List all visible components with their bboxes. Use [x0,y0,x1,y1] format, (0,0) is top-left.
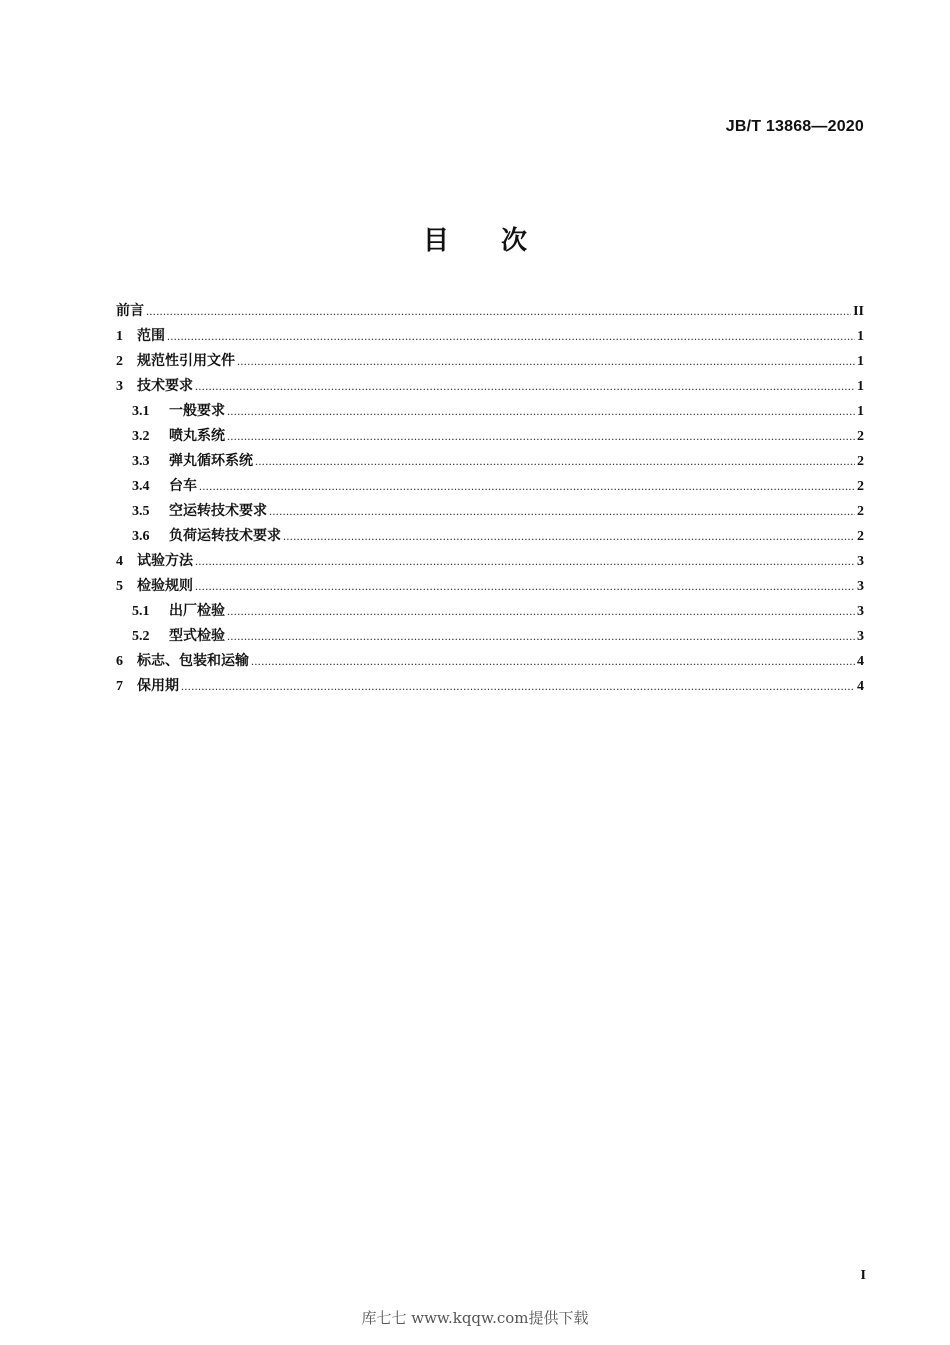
toc-entry-page: 2 [857,479,864,494]
toc-entry-label: 前言 [116,303,144,319]
toc-dot-leader [237,349,855,374]
toc-entry-label: 规范性引用文件 [137,353,235,369]
toc-entry-label: 喷丸系统 [169,428,225,444]
toc-entry-page: 3 [857,629,864,644]
toc-entry[interactable] [116,324,864,349]
toc-entry-number: 3.2 [132,429,150,444]
toc-dot-leader [283,524,855,549]
toc-entry-label: 范围 [137,328,165,344]
toc-dot-leader [195,374,855,399]
toc-entry-page: 1 [857,379,864,394]
toc-entry-label: 一般要求 [169,403,225,419]
toc-dot-leader [227,399,855,424]
toc-entry-number: 4 [116,554,123,569]
toc-entry[interactable] [116,374,864,399]
table-of-contents [116,299,864,699]
toc-dot-leader [181,674,855,699]
toc-entry[interactable] [116,624,864,649]
toc-entry-number: 5 [116,579,123,594]
toc-dot-leader [227,424,855,449]
toc-entry[interactable] [116,649,864,674]
toc-entry-label: 试验方法 [137,553,193,569]
toc-dot-leader [251,649,855,674]
toc-entry-number: 3.1 [132,404,150,419]
page-number: I [860,1268,866,1283]
toc-entry-page: 2 [857,429,864,444]
page-title [0,220,950,257]
toc-entry-label: 出厂检验 [169,603,225,619]
toc-entry-page: 4 [857,679,864,694]
toc-dot-leader [269,499,855,524]
toc-entry-label: 保用期 [137,678,179,694]
toc-entry-page: 3 [857,604,864,619]
toc-dot-leader [199,474,855,499]
toc-dot-leader [227,624,855,649]
toc-dot-leader [195,574,855,599]
toc-entry-page: 3 [857,554,864,569]
toc-entry[interactable] [116,499,864,524]
toc-dot-leader [227,599,855,624]
toc-entry-page: 1 [857,404,864,419]
toc-entry-label: 空运转技术要求 [169,503,267,519]
toc-entry-label: 负荷运转技术要求 [169,528,281,544]
toc-entry[interactable] [116,599,864,624]
toc-entry-page: 1 [857,329,864,344]
toc-entry-number: 3.5 [132,504,150,519]
toc-dot-leader [146,299,851,324]
toc-entry-number: 7 [116,679,123,694]
toc-entry-page: II [853,304,864,319]
toc-entry[interactable] [116,299,864,324]
toc-entry-number: 3.3 [132,454,150,469]
download-watermark: 库七七 www.kqqw.com提供下载 [361,1309,589,1327]
toc-entry-label: 标志、包装和运输 [137,653,249,669]
toc-entry-number: 5.1 [132,604,150,619]
toc-entry-number: 5.2 [132,629,150,644]
toc-entry-page: 3 [857,579,864,594]
toc-entry[interactable] [116,574,864,599]
toc-entry-page: 1 [857,354,864,369]
toc-entry-number: 1 [116,329,123,344]
toc-entry-label: 型式检验 [169,628,225,644]
page-title-char-2: 次 [501,226,528,256]
toc-entry[interactable] [116,549,864,574]
toc-entry[interactable] [116,449,864,474]
toc-dot-leader [167,324,855,349]
toc-entry[interactable] [116,524,864,549]
toc-entry-label: 检验规则 [137,578,193,594]
toc-entry-page: 2 [857,454,864,469]
toc-entry-number: 3 [116,379,123,394]
toc-entry[interactable] [116,399,864,424]
toc-entry-label: 台车 [169,478,197,494]
toc-entry-number: 3.6 [132,529,150,544]
page-title-char-1: 目 [422,226,449,256]
toc-entry[interactable] [116,474,864,499]
toc-entry-number: 2 [116,354,123,369]
toc-entry-label: 技术要求 [137,378,193,394]
standard-code: JB/T 13868—2020 [725,118,864,135]
toc-entry-page: 2 [857,504,864,519]
toc-dot-leader [255,449,855,474]
toc-entry[interactable] [116,349,864,374]
toc-entry-page: 4 [857,654,864,669]
toc-entry-number: 3.4 [132,479,150,494]
toc-entry[interactable] [116,424,864,449]
toc-entry-number: 6 [116,654,123,669]
toc-entry[interactable] [116,674,864,699]
toc-entry-label: 弹丸循环系统 [169,453,253,469]
toc-entry-page: 2 [857,529,864,544]
toc-dot-leader [195,549,855,574]
